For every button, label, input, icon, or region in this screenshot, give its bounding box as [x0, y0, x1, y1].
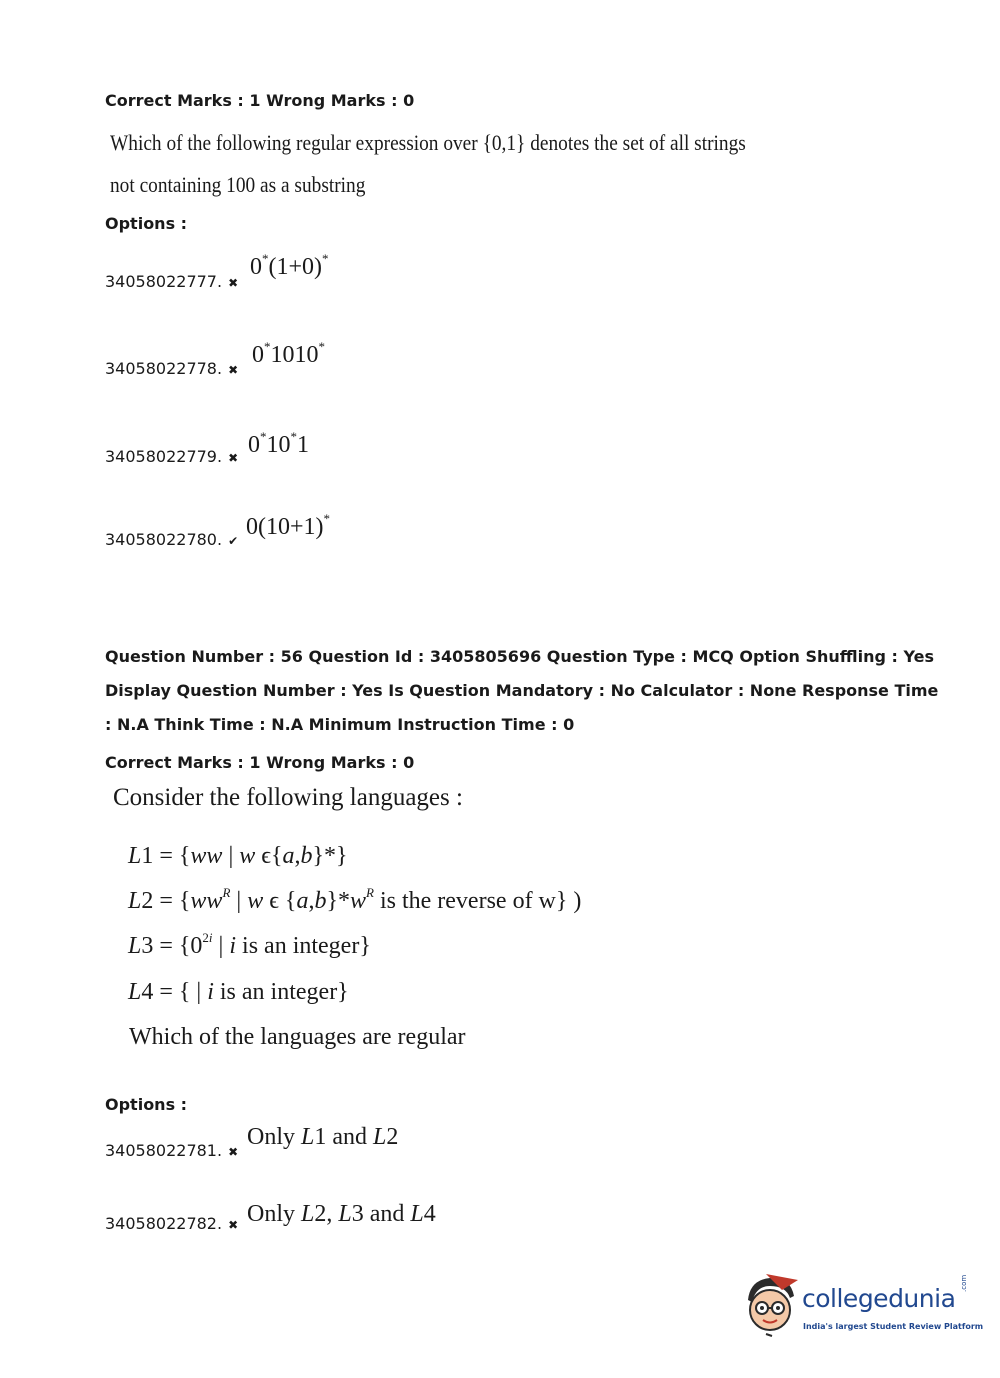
- language-l3: $L3 = \{0^{2i}$ | i is an integer}: [128, 930, 371, 959]
- option-id: 34058022779.: [105, 447, 223, 466]
- option-formula: 0*10*1: [248, 429, 309, 458]
- option-formula: 0*1010*: [252, 339, 325, 368]
- brand-name: collegedunia: [802, 1284, 956, 1313]
- option-text: Only L2, L3 and L4: [247, 1201, 436, 1227]
- brand-suffix: .com: [960, 1274, 968, 1292]
- cross-icon: ✖: [228, 451, 239, 465]
- option-row: [105, 272, 238, 291]
- q55-options-label: Options :: [105, 214, 188, 233]
- option-id: 34058022782.: [105, 1214, 223, 1233]
- q56-question: Which of the languages are regular: [129, 1024, 466, 1050]
- mascot-icon: [740, 1272, 802, 1340]
- q56-options-label: Options :: [105, 1095, 188, 1114]
- q56-meta-line1: Question Number : 56 Question Id : 3405805696 Question Type : MCQ Option Shuffling : Yes: [105, 647, 935, 666]
- option-row: [105, 359, 238, 378]
- option-row: [105, 447, 238, 466]
- option-id: 34058022780.: [105, 530, 223, 549]
- collegedunia-logo: [740, 1272, 984, 1352]
- q56-intro: Consider the following languages :: [113, 784, 463, 811]
- cross-icon: ✖: [228, 276, 239, 290]
- q55-text-line1: Which of the following regular expression over {0,1} denotes the set of all strings: [110, 130, 746, 155]
- cross-icon: ✖: [228, 1145, 239, 1159]
- option-id: 34058022777.: [105, 272, 223, 291]
- q56-meta-line2: Display Question Number : Yes Is Question Mandatory : No Calculator : None Response Time: [105, 681, 939, 700]
- brand-tagline: India's largest Student Review Platform: [803, 1322, 984, 1331]
- option-row: [105, 1141, 238, 1160]
- option-text: Only L1 and L2: [247, 1124, 399, 1150]
- q56-meta-line3: : N.A Think Time : N.A Minimum Instruction Time : 0: [105, 715, 575, 734]
- option-formula: 0(10+1)*: [246, 511, 331, 540]
- cross-icon: ✖: [228, 1218, 239, 1232]
- check-icon: ✔: [228, 534, 239, 548]
- option-id: 34058022781.: [105, 1141, 223, 1160]
- language-l1: L1 = {ww | w ϵ{a,b}*}: [128, 843, 348, 869]
- cross-icon: ✖: [228, 363, 239, 377]
- option-row: [105, 1214, 238, 1233]
- q56-marks: Correct Marks : 1 Wrong Marks : 0: [105, 753, 415, 772]
- option-formula: 0*(1+0)*: [250, 251, 329, 280]
- q55-marks: Correct Marks : 1 Wrong Marks : 0: [105, 91, 415, 110]
- language-l4: L4 = { | i is an integer}: [128, 979, 349, 1005]
- option-row: [105, 530, 238, 549]
- q55-text-line2: not containing 100 as a substring: [110, 172, 366, 197]
- option-id: 34058022778.: [105, 359, 223, 378]
- language-l2: $L2 = \{ww^R$ | w ϵ $\{a,b\}*w^R$ is the reverse of w} ): [128, 885, 582, 914]
